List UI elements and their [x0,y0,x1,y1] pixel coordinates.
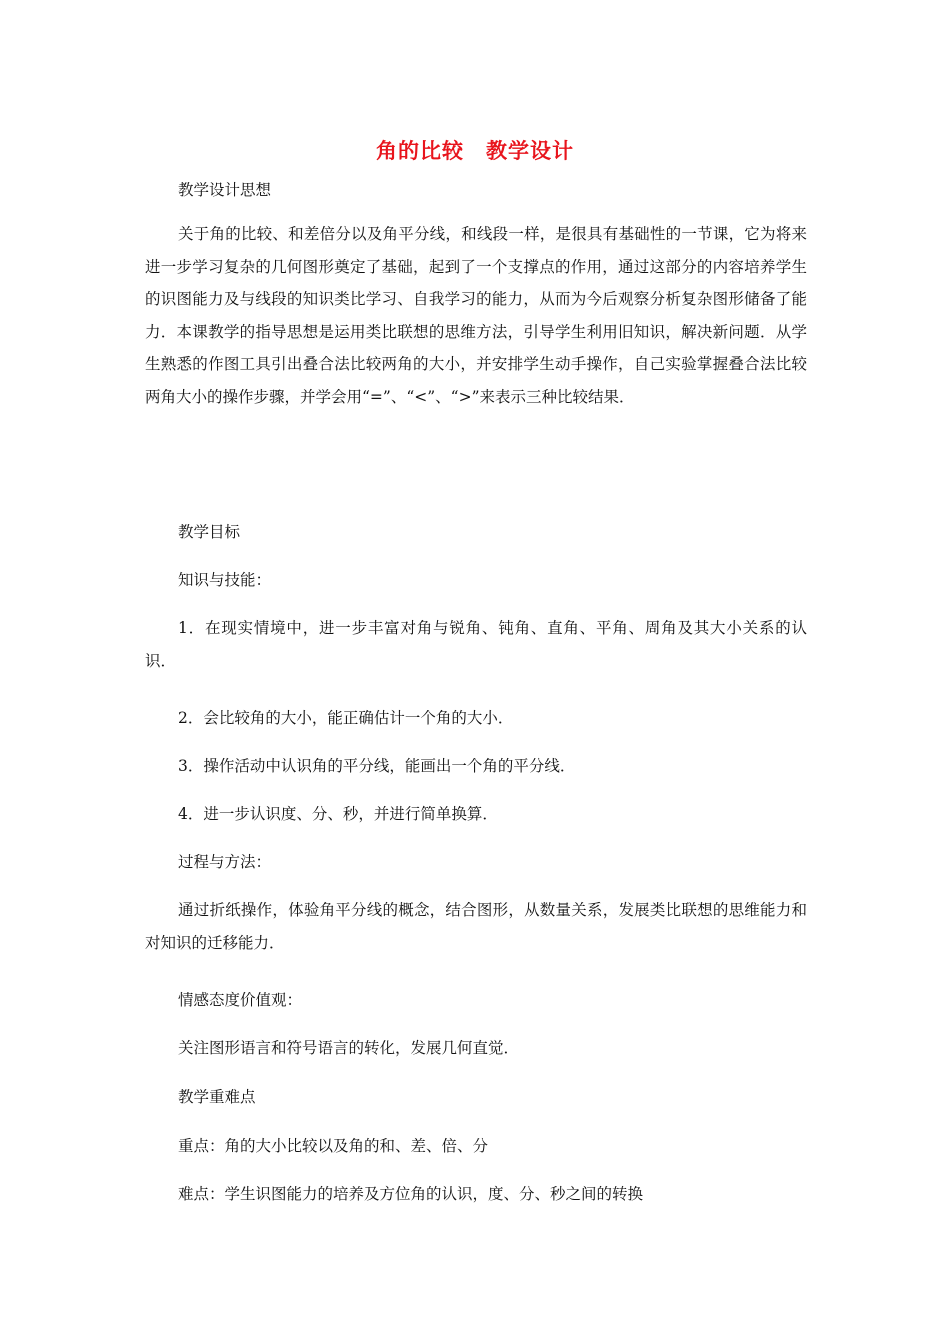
goal-item-4: 4．进一步认识度、分、秒，并进行简单换算． [178,805,498,823]
title-part-2: 教学设计 [486,138,574,163]
knowledge-skills-heading: 知识与技能： [178,571,272,589]
difficult-point-text: 难点：学生识图能力的培养及方位角的认识，度、分、秒之间的转换 [178,1185,644,1203]
attitude-paragraph: 关注图形语言和符号语言的转化，发展几何直觉． [178,1039,520,1057]
key-point-text: 重点：角的大小比较以及角的和、差、倍、分 [178,1137,489,1155]
title-part-1: 角的比较 [376,138,464,163]
design-idea-paragraph: 关于角的比较、和差倍分以及角平分线，和线段一样，是很具有基础性的一节课，它为将来进一步学习复杂的几何图形奠定了基础，起到了一个支撑点的作用，通过这部分的内容培养学生的识图能力及与线段的知识类比学习、自我学习的能力，从而为今后观察分析复杂图形储备了能力．本课教学的指导思想是运用类比联想的思维方法，引导学生利用旧知识，解决新问题．从学生熟悉的作图工具引出叠合法比较两角的大小，并安排学生动手操作，自己实验掌握叠合法比较两角大小的操作步骤，并学会用“=”、“<”、“>”来表示三种比较结果． [145,225,807,406]
goal-item-3: 3．操作活动中认识角的平分线，能画出一个角的平分线． [178,757,576,775]
goal-item-1: 1．在现实情境中，进一步丰富对角与锐角、钝角、直角、平角、周角及其大小关系的认识． [145,619,807,670]
attitude-heading: 情感态度价值观： [178,991,303,1009]
key-difficult-heading: 教学重难点 [178,1088,256,1106]
goals-heading: 教学目标 [178,523,241,541]
process-method-heading: 过程与方法： [178,853,272,871]
design-idea-heading: 教学设计思想 [178,181,272,199]
goal-item-2: 2．会比较角的大小，能正确估计一个角的大小． [178,709,514,727]
document-title [0,136,950,166]
process-method-paragraph: 通过折纸操作，体验角平分线的概念，结合图形，从数量关系，发展类比联想的思维能力和对知识的迁移能力． [145,901,807,952]
